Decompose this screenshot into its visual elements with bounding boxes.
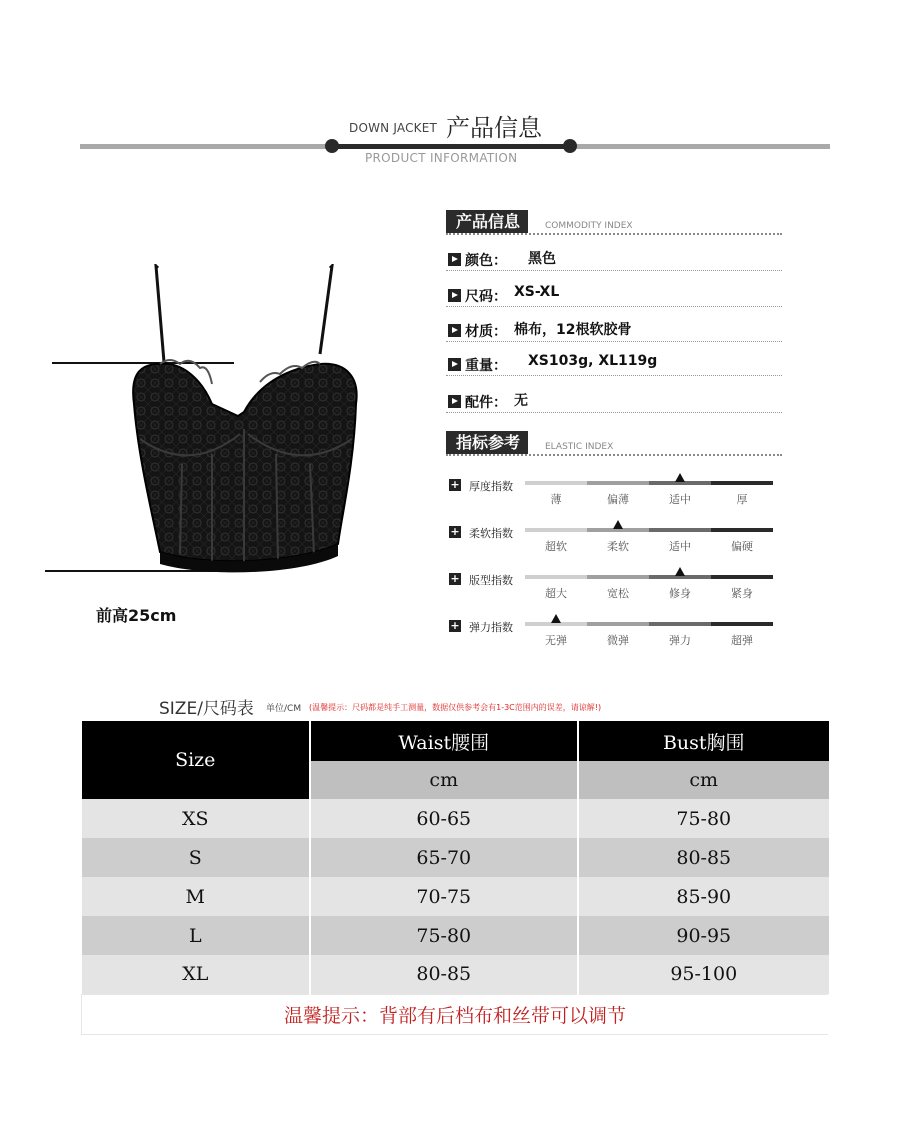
attribute-label: 颜色： [465,253,507,269]
selected-level-marker-icon [551,614,561,623]
attribute-row [446,314,782,342]
attribute-label: 配件： [465,395,507,411]
index-level-label: 偏薄 [607,493,629,506]
waist-cell: 60-65 [310,799,577,838]
index-level-label: 弹力 [669,634,691,647]
index-name: 柔软指数 [469,527,513,540]
attribute-value: XS-XL [514,284,560,300]
index-bar-segment [711,575,773,579]
index-level-label: 紧身 [731,587,753,600]
arrow-bullet-icon [448,395,461,408]
plus-icon: + [450,525,460,538]
index-bar-segment [649,528,711,532]
index-bar-segment [525,481,587,485]
header-title-zh: 产品信息 [446,114,542,142]
size-row [82,799,830,838]
attribute-label: 尺码： [465,289,507,305]
size-row [82,916,830,955]
attribute-row [446,243,782,271]
bust-cell: 80-85 [578,838,830,877]
attribute-row [446,348,782,376]
index-name: 厚度指数 [469,480,513,493]
size-row [82,877,830,916]
arrow-bullet-icon [448,289,461,302]
attribute-row [446,279,782,307]
index-bar-segment [525,528,587,532]
attribute-value: XS103g, XL119g [528,353,658,369]
elastic-index-row [446,619,786,659]
selected-level-marker-icon [675,473,685,482]
size-cell: S [82,838,311,877]
arrow-bullet-icon [448,324,461,337]
size-chart-title: SIZE/尺码表 [159,699,254,719]
size-chart-tip: 温馨提示：背部有后档布和丝带可以调节 [82,994,830,1034]
arrow-bullet-icon [448,253,461,266]
bust-cell: 95-100 [578,955,830,994]
index-level-label: 偏硬 [731,540,753,553]
header-dot-right [563,139,577,153]
size-cell: XL [82,955,311,994]
commodity-index-title [446,210,782,235]
attribute-value: 无 [514,393,528,409]
bust-cell: 90-95 [578,916,830,955]
size-chart-note: (温馨提示：尺码都是纯手工测量，数据仅供参考会有1-3C范围内的误差，请谅解!) [309,703,602,712]
index-bar-segment [711,481,773,485]
arrow-bullet-icon [448,358,461,371]
index-level-label: 无弹 [545,634,567,647]
header-divider-center [336,144,574,149]
header-bust-unit: cm [578,761,830,799]
size-chart-unit: 单位/CM [266,704,302,714]
header-waist: Waist腰围 [310,721,577,761]
index-bar-segment [525,575,587,579]
index-level-label: 适中 [669,493,691,506]
index-bar-segment [587,481,649,485]
elastic-index-title-en: ELASTIC INDEX [545,442,614,452]
index-bar-segment [587,575,649,579]
elastic-index-title [446,431,782,456]
index-bar-segment [711,528,773,532]
selected-level-marker-icon [613,520,623,529]
attribute-value: 棉布，12根软胶骨 [514,322,632,338]
index-name: 弹力指数 [469,621,513,634]
index-level-label: 超大 [545,587,567,600]
index-level-label: 宽松 [607,587,629,600]
header-dot-left [325,139,339,153]
header-bust: Bust胸围 [578,721,830,761]
header-title-en: DOWN JACKET [349,121,438,135]
index-level-label: 超软 [545,540,567,553]
index-level-label: 适中 [669,540,691,553]
attribute-label: 材质： [465,324,507,340]
elastic-index-row [446,478,786,518]
bust-cell: 75-80 [578,799,830,838]
index-level-label: 厚 [736,493,748,506]
waist-cell: 70-75 [310,877,577,916]
front-height-label: 前高25cm [96,606,177,625]
index-level-label: 柔软 [607,540,629,553]
attribute-value: 黑色 [528,251,556,267]
waist-cell: 65-70 [310,838,577,877]
size-row [82,955,830,994]
elastic-index-row [446,525,786,565]
elastic-index-row [446,572,786,612]
commodity-index-title-zh: 产品信息 [446,210,528,233]
index-bar-segment [649,622,711,626]
attribute-row [446,385,782,413]
plus-icon: + [450,572,460,585]
plus-icon: + [450,619,460,632]
attribute-label: 重量： [465,358,507,374]
size-cell: L [82,916,311,955]
size-table [81,721,830,1035]
index-bar-segment [711,622,773,626]
product-photo [120,264,370,579]
index-level-label: 微弹 [607,634,629,647]
waist-cell: 80-85 [310,955,577,994]
index-bar-segment [587,622,649,626]
header-waist-unit: cm [310,761,577,799]
size-row [82,838,830,877]
index-level-label: 超弹 [731,634,753,647]
index-level-label: 修身 [669,587,691,600]
bust-cell: 85-90 [578,877,830,916]
header-size: Size [82,721,311,799]
elastic-index-title-zh: 指标参考 [446,431,528,454]
waist-cell: 75-80 [310,916,577,955]
size-cell: XS [82,799,311,838]
selected-level-marker-icon [675,567,685,576]
plus-icon: + [450,478,460,491]
header-divider-right [574,144,830,149]
index-level-label: 薄 [550,493,562,506]
index-name: 版型指数 [469,574,513,587]
size-cell: M [82,877,311,916]
header-divider-left [80,144,336,149]
header-subtitle-en: PRODUCT INFORMATION [365,151,518,165]
commodity-index-title-en: COMMODITY INDEX [545,221,633,231]
